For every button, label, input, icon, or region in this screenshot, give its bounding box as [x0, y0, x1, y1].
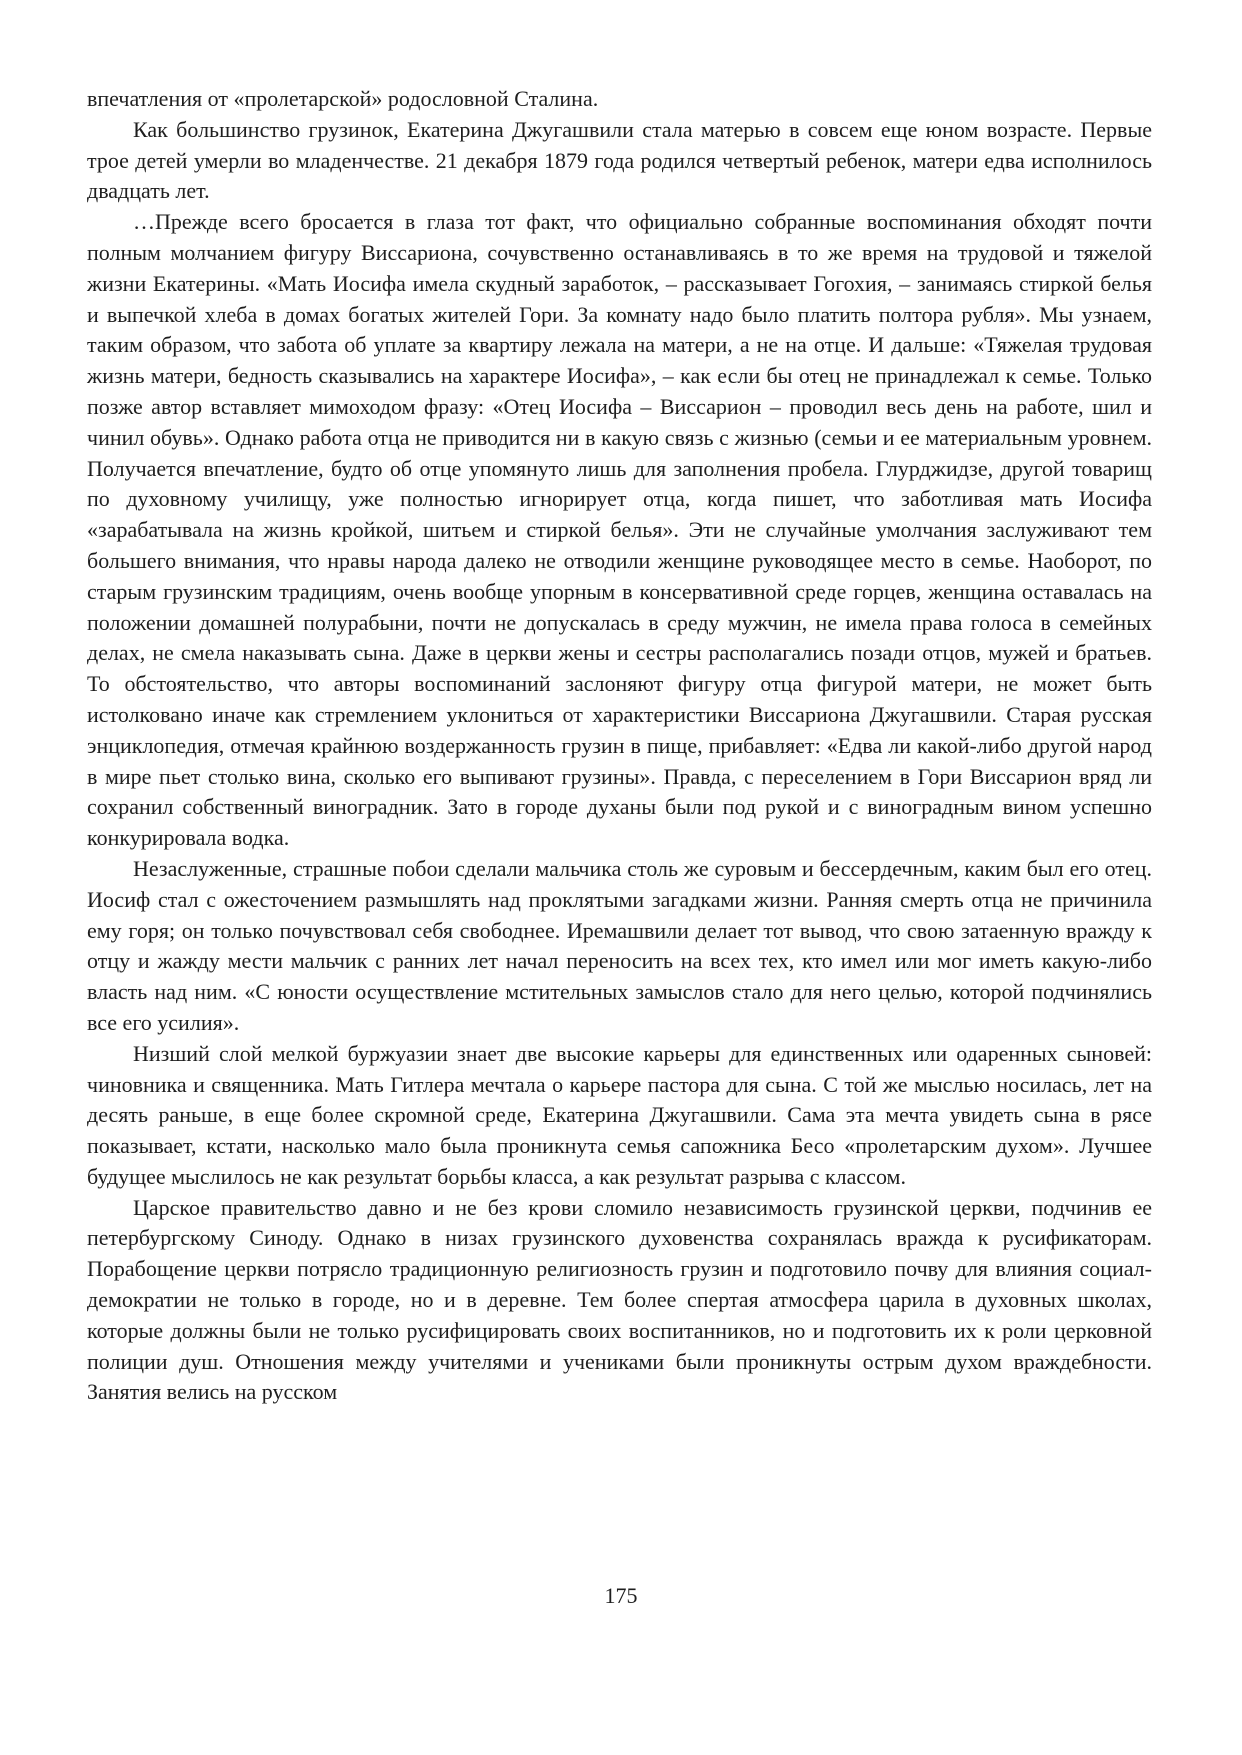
paragraph-2: Как большинство грузинок, Екатерина Джугашвили стала матерью в совсем еще юном возрасте. Первые трое детей умерли во младенчестве. 21 декабря 1879 года родился четвертый ребенок, матери едва исполнилось двадцать лет.: [87, 116, 1152, 204]
page-number: 175: [604, 1583, 638, 1608]
paragraph-1: впечатления от «пролетарской» родословной Сталина.: [87, 86, 599, 111]
paragraph-6: Царское правительство давно и не без крови сломило независимость грузинской церкви, подчинив ее петербургскому Синоду. Однако в низах грузинского духовенства сохранялась вражда к русификаторам. Порабощение церкви потрясло традиционную религиозность грузин и подготовило почву для влияния социал-демократии не только в городе, но и в деревне. Тем более спертая атмосфера царила в духовных школах, которые должны были не только русифицировать своих воспитанников, но и подготовить их к роли церковной полиции душ. Отношения между учителями и учениками были проникнуты острым духом враждебности. Занятия велись на русском: [87, 1194, 1152, 1405]
paragraph-3: …Прежде всего бросается в глаза тот факт, что официально собранные воспоминания обходят почти полным молчанием фигуру Виссариона, сочувственно останавливаясь в то же время на трудовой и тяжелой жизни Екатерины. «Мать Иосифа имела скудный заработок, – рассказывает Гогохия, – занимаясь стиркой белья и выпечкой хлеба в домах богатых жителей Гори. За комнату надо было платить полтора рубля». Мы узнаем, таким образом, что забота об уплате за квартиру лежала на матери, а не на отце. И дальше: «Тяжелая трудовая жизнь матери, бедность сказывались на характере Иосифа», – как если бы отец не принадлежал к семье. Только позже автор вставляет мимоходом фразу: «Отец Иосифа – Виссарион – проводил весь день на работе, шил и чинил обувь». Однако работа отца не приводится ни в какую связь с жизнью (семьи и ее материальным уровнем. Получается впечатление, будто об отце упомянуто лишь для заполнения пробела. Глурджидзе, другой товарищ по духовному училищу, уже полностью игнорирует отца, когда пишет, что заботливая мать Иосифа «зарабатывала на жизнь кройкой, шитьем и стиркой белья». Эти не случайные умолчания заслуживают тем большего внимания, что нравы народа далеко не отводили женщине руководящее место в семье. Наоборот, по старым грузинским традициям, очень вообще упорным в консервативной среде горцев, женщина оставалась на положении домашней полурабыни, почти не допускалась в среду мужчин, не имела права голоса в семейных делах, не смела наказывать сына. Даже в церкви жены и сестры располагались позади отцов, мужей и братьев. То обстоятельство, что авторы воспоминаний заслоняют фигуру отца фигурой матери, не может быть истолковано иначе как стремлением уклониться от характеристики Виссариона Джугашвили. Старая русская энциклопедия, отмечая крайнюю воздержанность грузин в пище, прибавляет: «Едва ли какой-либо другой народ в мире пьет столько вина, сколько его выпивают грузины». Правда, с переселением в Гори Виссарион вряд ли сохранил собственный виноградник. Зато в городе духаны были под рукой и с виноградным вином успешно конкурировала водка.: [87, 209, 1152, 851]
paragraph-4: Незаслуженные, страшные побои сделали мальчика столь же суровым и бессердечным, каким был его отец. Иосиф стал с ожесточением размышлять над проклятыми загадками жизни. Ранняя смерть отца не причинила ему горя; он только почувствовал себя свободнее. Иремашвили делает тот вывод, что свою затаенную вражду к отцу и жажду мести мальчик с ранних лет начал переносить на всех тех, кто имел или мог иметь какую-либо власть над ним. «С юности осуществление мстительных замыслов стало для него целью, которой подчинялись все его усилия».: [87, 855, 1152, 1035]
paragraph-5: Низший слой мелкой буржуазии знает две высокие карьеры для единственных или одаренных сыновей: чиновника и священника. Мать Гитлера мечтала о карьере пастора для сына. С той же мыслью носилась, лет на десять раньше, в еще более скромной среде, Екатерина Джугашвили. Сама эта мечта увидеть сына в рясе показывает, кстати, насколько мало была проникнута семья сапожника Бесо «пролетарским духом». Лучшее будущее мыслилось не как результат борьбы класса, а как результат разрыва с классом.: [87, 1040, 1152, 1189]
page-body: [87, 84, 1152, 1408]
